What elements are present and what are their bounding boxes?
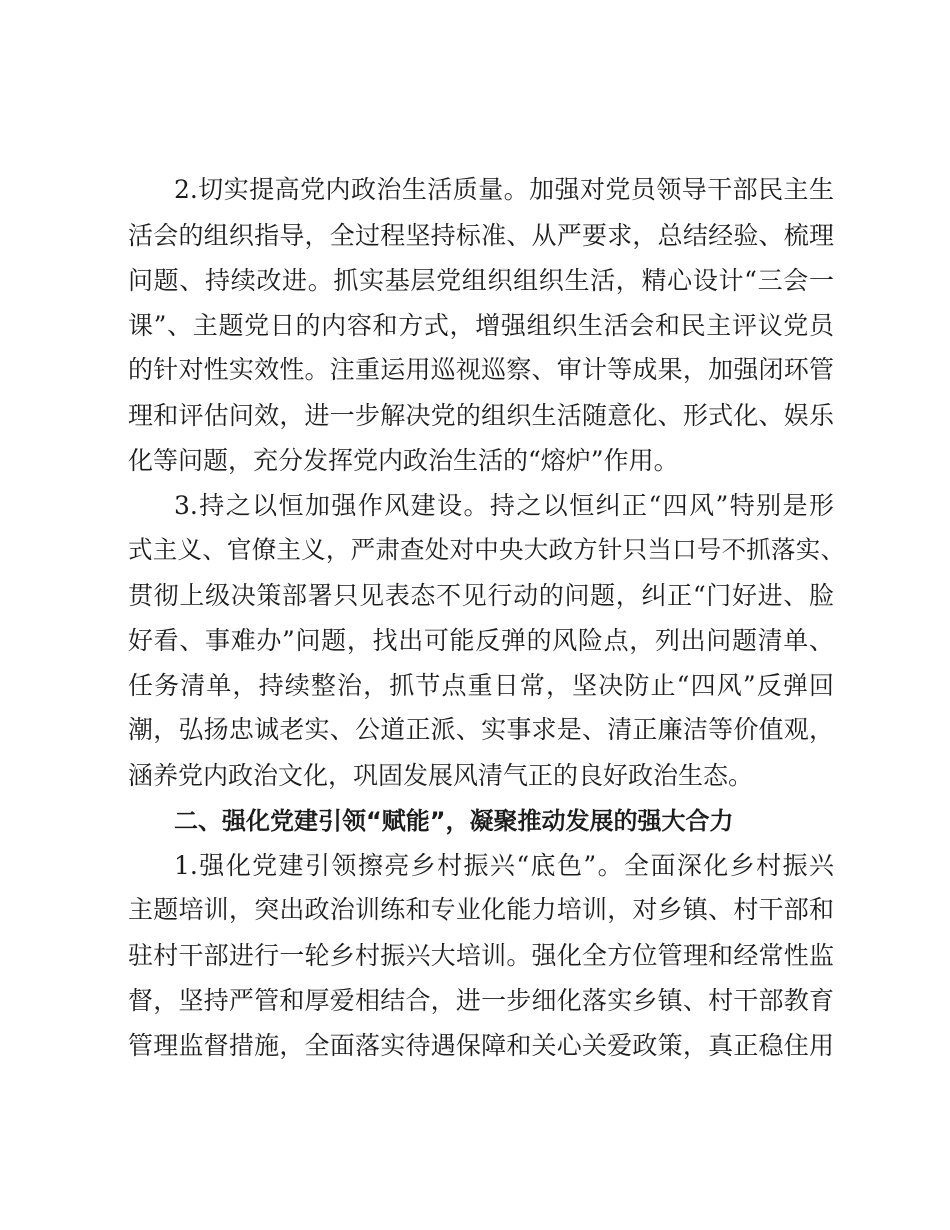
text-line: 督，坚持严管和厚爱相结合，进一步细化落实乡镇、村干部教育: [128, 986, 834, 1015]
text-line: 化等问题，充分发挥党内政治生活的“熔炉”作用。: [128, 446, 679, 475]
text-line: 的针对性实效性。注重运用巡视巡察、审计等成果，加强闭环管: [128, 355, 834, 384]
text-line: 涵养党内政治文化，巩固发展风清气正的良好政治生态。: [128, 761, 754, 790]
text-line: 3.持之以恒加强作风建设。持之以恒纠正“四风”特别是形: [174, 491, 834, 520]
text-line: 贯彻上级决策部署只见表态不见行动的问题，纠正“门好进、脸: [128, 581, 834, 610]
text-line: 驻村干部进行一轮乡村振兴大培训。强化全方位管理和经常性监: [128, 941, 834, 970]
text-line: 潮，弘扬忠诚老实、公道正派、实事求是、清正廉洁等价值观，: [128, 715, 834, 744]
section-heading: 二、强化党建引领“赋能”，凝聚推动发展的强大合力: [174, 807, 734, 835]
text-line: 活会的组织指导，全过程坚持标准、从严要求，总结经验、梳理: [128, 221, 834, 250]
text-line: 式主义、官僚主义，严肃查处对中央大政方针只当口号不抓落实、: [128, 535, 845, 564]
text-line: 主题培训，突出政治训练和专业化能力培训，对乡镇、村干部和: [128, 895, 834, 924]
text-line: 任务清单，持续整治，抓节点重日常，坚决防止“四风”反弹回: [128, 671, 834, 700]
text-line: 2.切实提高党内政治生活质量。加强对党员领导干部民主生: [174, 175, 834, 204]
text-line: 1.强化党建引领擦亮乡村振兴“底色”。全面深化乡村振兴: [174, 851, 834, 880]
text-line: 管理监督措施，全面落实待遇保障和关心关爱政策，真正稳住用: [128, 1031, 834, 1060]
text-line: 理和评估问效，进一步解决党的组织生活随意化、形式化、娱乐: [128, 401, 834, 430]
text-line: 问题、持续改进。抓实基层党组织组织生活，精心设计“三会一: [128, 266, 834, 295]
text-line: 好看、事难办”问题，找出可能反弹的风险点，列出问题清单、: [128, 626, 834, 655]
text-line: 课”、主题党日的内容和方式，增强组织生活会和民主评议党员: [128, 311, 834, 340]
